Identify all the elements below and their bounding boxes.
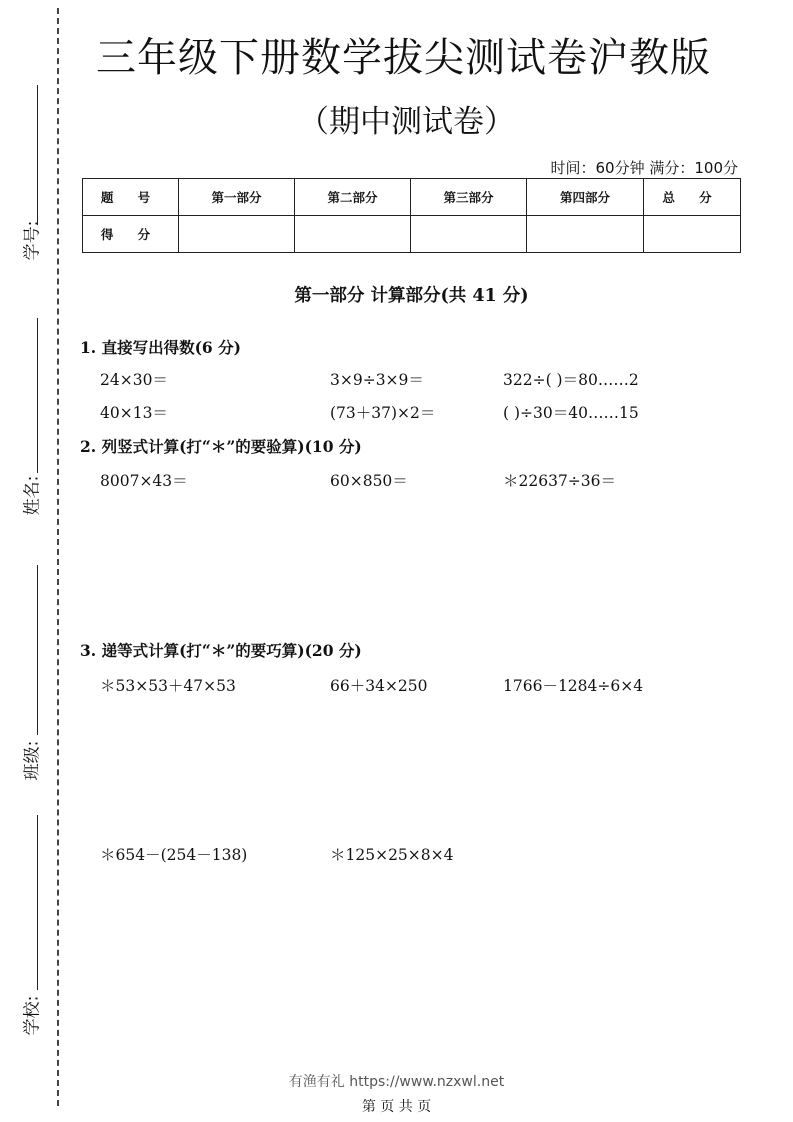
score-input-cell[interactable] xyxy=(295,216,411,253)
score-input-cell[interactable] xyxy=(179,216,295,253)
score-table xyxy=(82,178,741,253)
page-number: 第 页 共 页 xyxy=(361,1099,432,1115)
time-score-info: 时间：60分钟 满分：100分 xyxy=(550,159,738,177)
student-id-label: 学号: xyxy=(22,220,43,261)
watermark-text: 有渔有礼 https://www.nzxwl.net xyxy=(288,1074,505,1090)
question-item: ＊53×53＋47×53 xyxy=(100,677,236,695)
question-item: 1766－1284÷6×4 xyxy=(503,677,644,695)
question-item: 8007×43＝ xyxy=(100,472,188,490)
question-item: ( )÷30＝40……15 xyxy=(503,404,639,422)
question-item: ＊125×25×8×4 xyxy=(330,846,454,864)
score-table-header-row xyxy=(83,179,741,216)
table-cell: 第二部分 xyxy=(295,179,411,216)
score-input-cell[interactable] xyxy=(411,216,527,253)
table-cell: 得 分 xyxy=(83,216,179,253)
question-item: 322÷( )＝80……2 xyxy=(503,371,639,389)
question-item: (73＋37)×2＝ xyxy=(330,404,436,422)
table-cell: 总 分 xyxy=(644,179,741,216)
page-title: 三年级下册数学拔尖测试卷沪教版 xyxy=(96,35,711,81)
question-3-title: 3. 递等式计算(打“＊”的要巧算)(20 分) xyxy=(80,641,362,660)
question-2-title: 2. 列竖式计算(打“＊”的要验算)(10 分) xyxy=(80,437,362,456)
page-subtitle: （期中测试卷） xyxy=(298,104,515,140)
table-cell: 题 号 xyxy=(83,179,179,216)
table-cell: 第四部分 xyxy=(527,179,644,216)
question-1-title: 1. 直接写出得数(6 分) xyxy=(80,338,241,357)
question-item: 60×850＝ xyxy=(330,472,408,490)
class-line xyxy=(37,565,38,735)
question-item: ＊22637÷36＝ xyxy=(503,472,617,490)
name-line xyxy=(37,318,38,473)
question-item: ＊654－(254－138) xyxy=(100,846,248,864)
section-title: 第一部分 计算部分(共 41 分) xyxy=(294,286,529,306)
score-input-cell[interactable] xyxy=(527,216,644,253)
table-cell: 第一部分 xyxy=(179,179,295,216)
question-item: 66＋34×250 xyxy=(330,677,428,695)
table-cell: 第三部分 xyxy=(411,179,527,216)
school-label: 学校: xyxy=(22,995,43,1036)
score-input-cell[interactable] xyxy=(644,216,741,253)
class-label: 班级: xyxy=(22,740,43,781)
score-table-score-row xyxy=(83,216,741,253)
name-label: 姓名: xyxy=(22,475,43,516)
question-item: 40×13＝ xyxy=(100,404,168,422)
school-line xyxy=(37,815,38,990)
binding-dashed-line xyxy=(57,8,59,1106)
question-item: 24×30＝ xyxy=(100,371,168,389)
question-item: 3×9÷3×9＝ xyxy=(330,371,424,389)
